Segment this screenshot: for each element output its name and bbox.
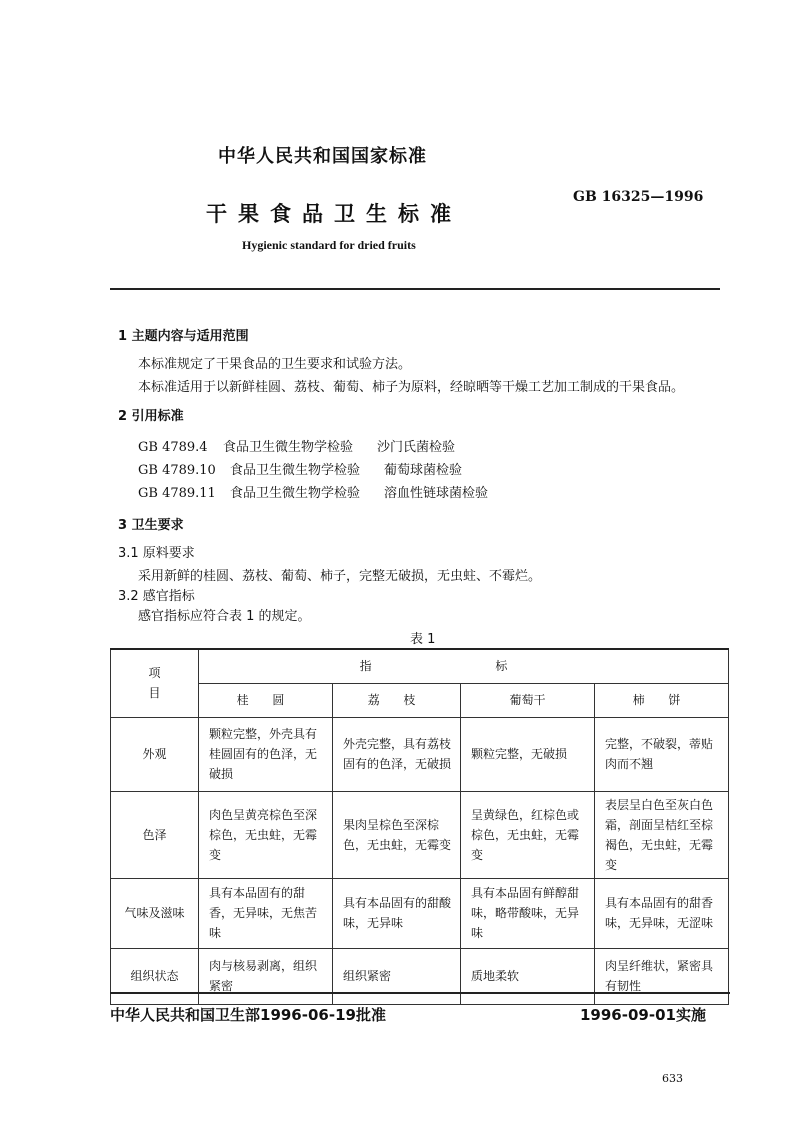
sensory-indicator-table xyxy=(110,648,729,1005)
reference-test: 葡萄球菌检验 xyxy=(384,463,463,478)
document-title: 干果食品卫生标准 xyxy=(206,202,462,226)
approval-statement: 中华人民共和国卫生部1996-06-19批准 xyxy=(110,1006,386,1024)
reference-code: GB 4789.11 xyxy=(138,486,216,501)
page-number: 633 xyxy=(662,1072,683,1085)
table-cell: 具有本品固有鲜醇甜味，略带酸味，无异味 xyxy=(461,878,595,948)
national-standard-label: 中华人民共和国国家标准 xyxy=(218,146,427,167)
english-title: Hygienic standard for dried fruits xyxy=(242,238,416,252)
table-cell: 颗粒完整，无破损 xyxy=(461,717,595,791)
table-cell: 具有本品固有的甜酸味，无异味 xyxy=(333,878,461,948)
reference-code: GB 4789.4 xyxy=(138,440,208,455)
column-header-longan: 桂 圆 xyxy=(199,683,333,717)
table-cell: 肉呈纤维状，紧密具有韧性 xyxy=(595,948,729,1004)
row-label-color: 色泽 xyxy=(111,791,199,878)
reference-test: 沙门氏菌检验 xyxy=(377,440,456,455)
table-cell: 具有本品固有的甜香味，无异味，无涩味 xyxy=(595,878,729,948)
section-3-heading: 3 卫生要求 xyxy=(118,518,184,533)
column-header-persimmon: 柿 饼 xyxy=(595,683,729,717)
table-cell: 颗粒完整，外壳具有桂圆固有的色泽，无破损 xyxy=(199,717,333,791)
effective-date: 1996-09-01实施 xyxy=(580,1006,706,1024)
table-cell: 完整，不破裂，蒂贴肉而不翘 xyxy=(595,717,729,791)
row-label-appearance: 外观 xyxy=(111,717,199,791)
header-divider xyxy=(110,288,720,290)
table-cell: 肉色呈黄亮棕色至深棕色，无虫蛀，无霉变 xyxy=(199,791,333,878)
footer-divider xyxy=(110,992,730,994)
table-row xyxy=(111,717,729,791)
table-cell: 表层呈白色至灰白色霜，剖面呈桔红至棕褐色，无虫蛀，无霉变 xyxy=(595,791,729,878)
section-3-2-heading: 3.2 感官指标 xyxy=(118,589,195,604)
reference-category: 食品卫生微生物学检验 xyxy=(230,463,361,478)
table-caption: 表 1 xyxy=(410,632,436,647)
table-cell: 呈黄绿色，红棕色或棕色，无虫蛀，无霉变 xyxy=(461,791,595,878)
reference-item xyxy=(138,482,488,501)
reference-item xyxy=(138,459,462,478)
column-header-lychee: 荔 枝 xyxy=(333,683,461,717)
section-3-2-text: 感官指标应符合表 1 的规定。 xyxy=(138,609,311,624)
table-cell: 具有本品固有的甜香，无异味，无焦苦味 xyxy=(199,878,333,948)
section-3-1-heading: 3.1 原料要求 xyxy=(118,546,195,561)
section-1-heading: 1 主题内容与适用范围 xyxy=(118,329,249,344)
reference-code: GB 4789.10 xyxy=(138,463,216,478)
table-cell: 质地柔软 xyxy=(461,948,595,1004)
table-row xyxy=(111,948,729,1004)
reference-category: 食品卫生微生物学检验 xyxy=(223,440,354,455)
section-1-para-2: 本标准适用于以新鲜桂圆、荔枝、葡萄、柿子为原料，经晾晒等干燥工艺加工制成的干果食品。 xyxy=(138,380,685,395)
section-1-para-1: 本标准规定了干果食品的卫生要求和试验方法。 xyxy=(138,357,412,372)
table-cell: 外壳完整，具有荔枝固有的色泽，无破损 xyxy=(333,717,461,791)
table-row xyxy=(111,791,729,878)
row-label-smell-taste: 气味及滋味 xyxy=(111,878,199,948)
table-row xyxy=(111,878,729,948)
table-cell: 组织紧密 xyxy=(333,948,461,1004)
reference-category: 食品卫生微生物学检验 xyxy=(230,486,361,501)
column-header-raisin: 葡萄干 xyxy=(461,683,595,717)
column-header-project: 项 目 xyxy=(111,649,199,717)
row-label-texture: 组织状态 xyxy=(111,948,199,1004)
reference-test: 溶血性链球菌检验 xyxy=(384,486,489,501)
gb-code: GB 16325—1996 xyxy=(573,189,704,205)
table-cell: 肉与核易剥离，组织紧密 xyxy=(199,948,333,1004)
section-3-1-text: 采用新鲜的桂圆、荔枝、葡萄、柿子，完整无破损，无虫蛀、不霉烂。 xyxy=(138,569,542,584)
reference-item xyxy=(138,436,455,455)
section-2-heading: 2 引用标准 xyxy=(118,409,184,424)
table-cell: 果肉呈棕色至深棕色，无虫蛀，无霉变 xyxy=(333,791,461,878)
column-header-indicator: 指 标 xyxy=(199,649,729,683)
